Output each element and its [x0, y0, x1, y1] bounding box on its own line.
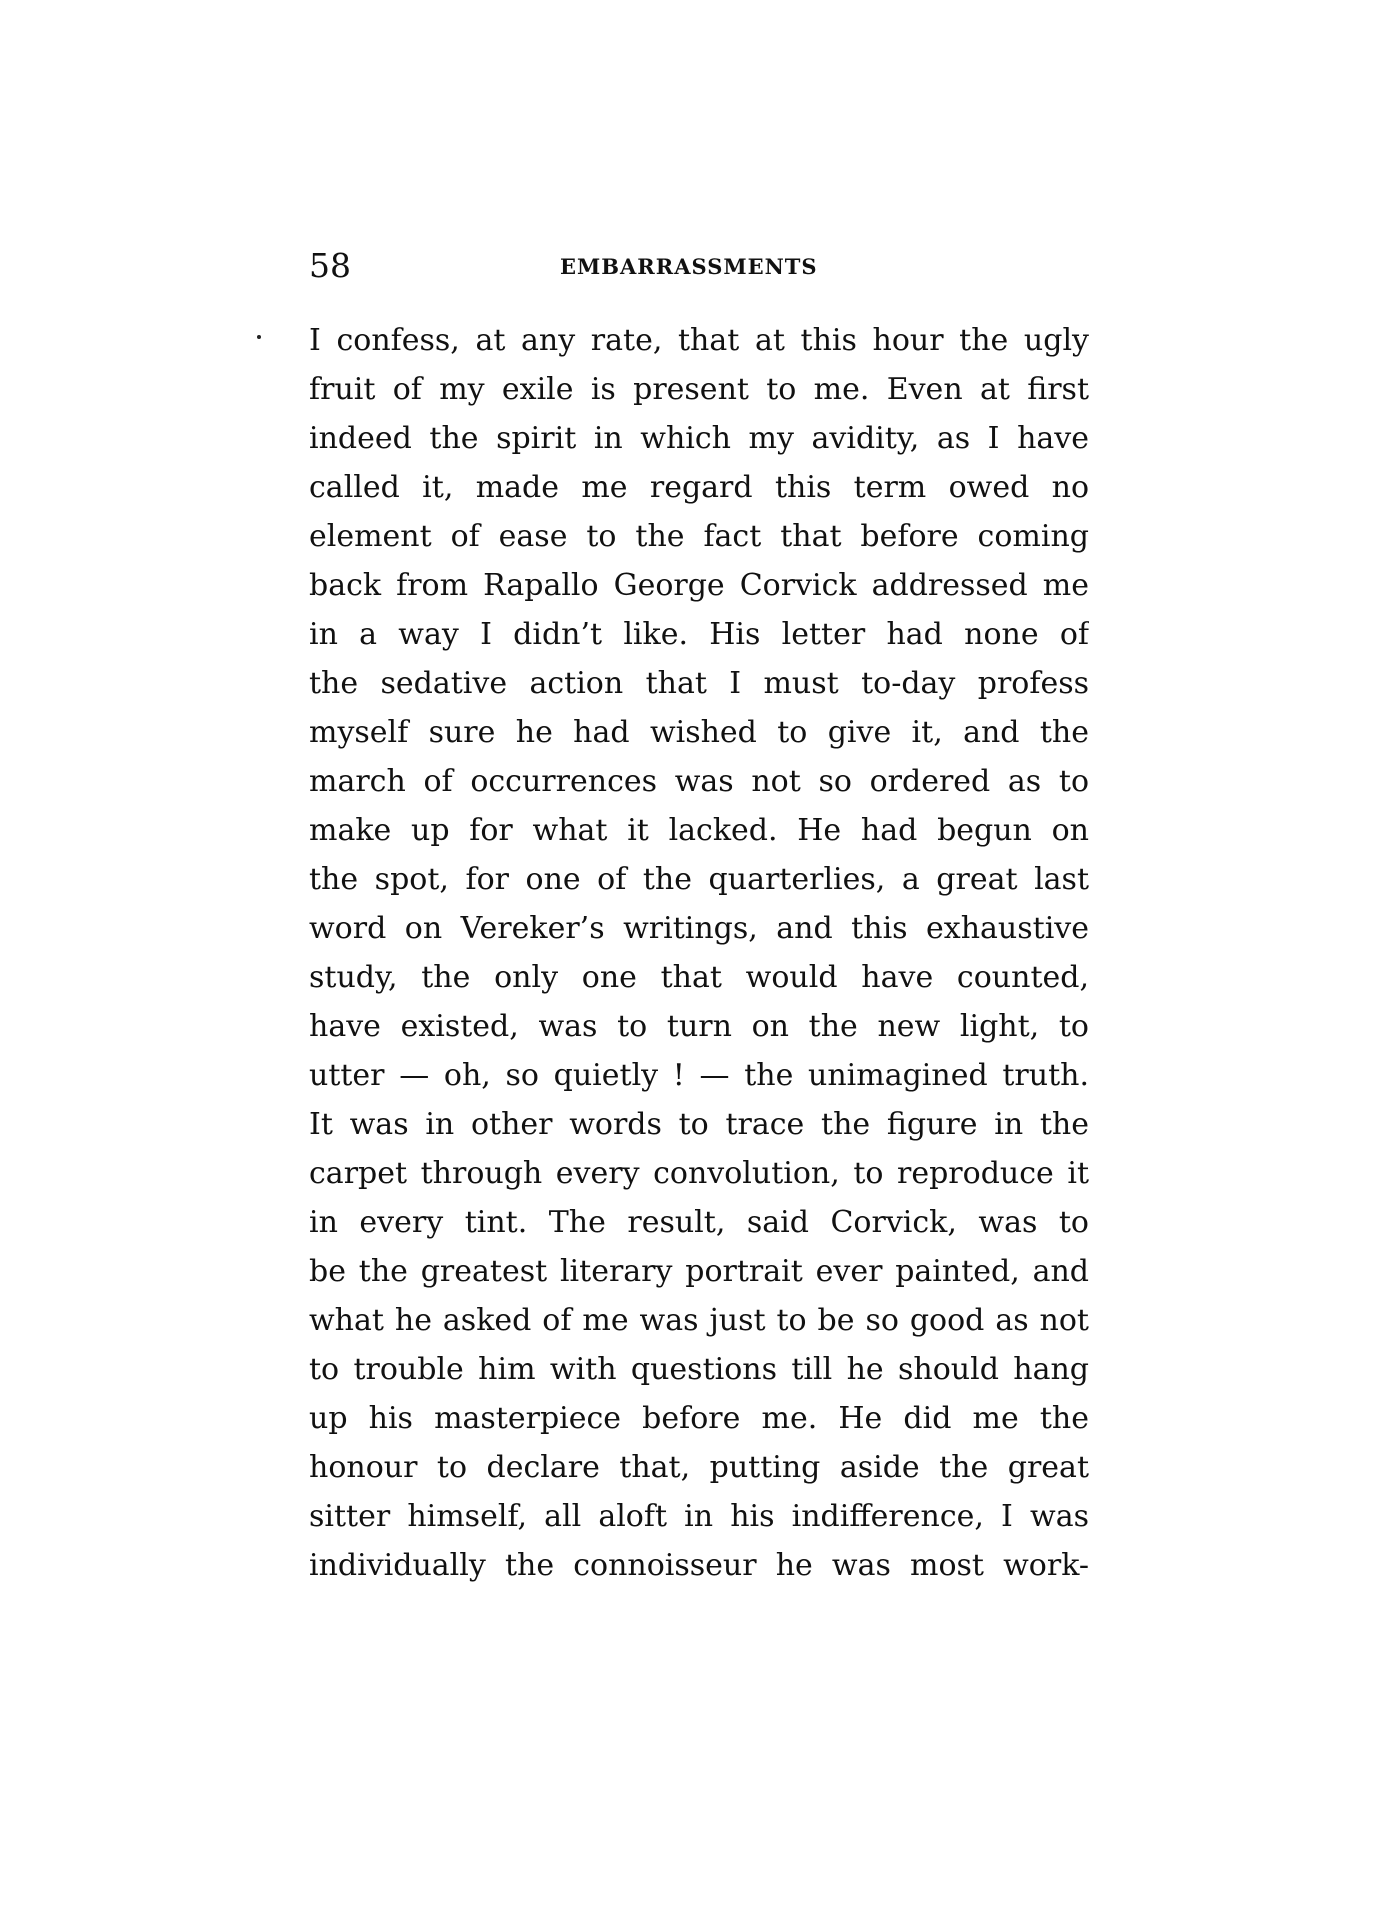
text-line: the spot, for one of the quarterlies, a great last: [309, 862, 1089, 897]
text-line: carpet through every convolution, to reproduce it: [309, 1156, 1089, 1191]
text-line: I confess, at any rate, that at this hour the ugly: [309, 323, 1089, 358]
text-line: have existed, was to turn on the new light, to: [309, 1009, 1089, 1044]
text-line: honour to declare that, putting aside the great: [309, 1450, 1089, 1485]
text-line: the sedative action that I must to-day profess: [309, 666, 1089, 701]
text-line: utter — oh, so quietly ! — the unimagined truth.: [309, 1058, 1089, 1093]
text-line: sitter himself, all aloft in his indifference, I was: [309, 1499, 1089, 1534]
text-line: march of occurrences was not so ordered as to: [309, 764, 1089, 799]
text-line: back from Rapallo George Corvick addressed me: [309, 568, 1089, 603]
text-line: myself sure he had wished to give it, and the: [309, 715, 1089, 750]
text-line: word on Vereker’s writings, and this exhaustive: [309, 911, 1089, 946]
text-line: called it, made me regard this term owed no: [309, 470, 1089, 505]
stray-mark: [257, 335, 261, 339]
text-line: up his masterpiece before me. He did me the: [309, 1401, 1089, 1436]
running-head: EMBARRASSMENTS: [560, 254, 818, 279]
text-line: to trouble him with questions till he should hang: [309, 1352, 1089, 1387]
text-line: in every tint. The result, said Corvick, was to: [309, 1205, 1089, 1240]
text-line: indeed the spirit in which my avidity, as I have: [309, 421, 1089, 456]
text-line: individually the connoisseur he was most work-: [309, 1548, 1089, 1583]
text-line: element of ease to the fact that before coming: [309, 519, 1089, 554]
text-line: make up for what it lacked. He had begun on: [309, 813, 1089, 848]
text-line: study, the only one that would have counted,: [309, 960, 1089, 995]
text-line: be the greatest literary portrait ever painted, and: [309, 1254, 1089, 1289]
body-text: [309, 316, 1089, 1590]
text-line: in a way I didn’t like. His letter had none of: [309, 617, 1089, 652]
text-line: It was in other words to trace the figure in the: [309, 1107, 1089, 1142]
text-line: what he asked of me was just to be so good as not: [309, 1303, 1089, 1338]
page-number: 58: [309, 246, 351, 285]
text-line: fruit of my exile is present to me. Even at first: [309, 372, 1089, 407]
